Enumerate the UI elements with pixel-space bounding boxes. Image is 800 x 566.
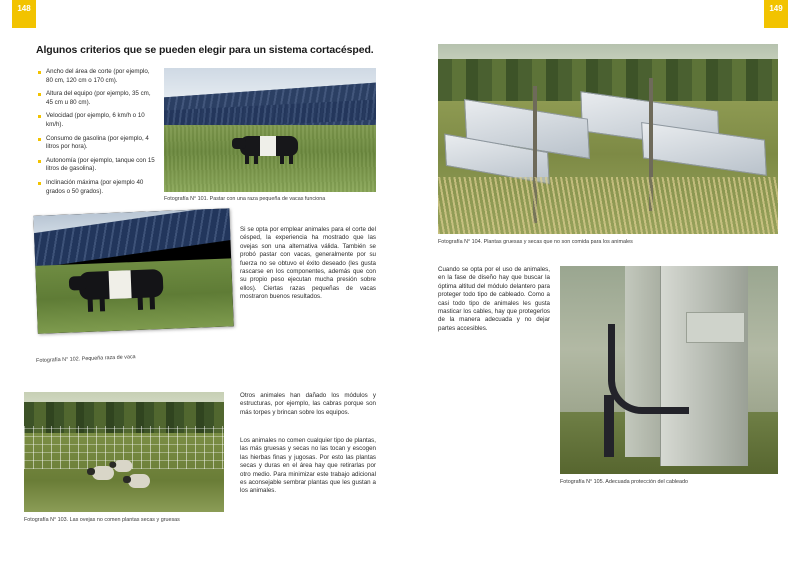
page-title: Algunos criterios que se pueden elegir para un sistema cortacésped. — [36, 44, 374, 56]
page-number-left: 148 — [17, 4, 31, 13]
photo-103-sheep-field — [24, 392, 224, 512]
list-item: Velocidad (por ejemplo, 6 km/h o 10 km/h). — [38, 112, 158, 129]
paragraph-goats-damage: Otros animales han dañado los módulos y estructuras, por ejemplo, las cabras porque son más torpes y brincan sobre los equipos. — [240, 392, 376, 416]
caption-photo-105: Fotografía N° 105. Adecuada protección del cableado — [560, 479, 689, 485]
page-gutter — [398, 0, 399, 566]
list-item: Autonomía (por ejemplo, tanque con 15 litros de gasolina). — [38, 157, 158, 174]
caption-photo-101: Fotografía N° 101. Pastar con una raza pequeña de vacas funciona — [164, 196, 326, 202]
list-item: Consumo de gasolina (por ejemplo, 4 litros por hora). — [38, 135, 158, 152]
criteria-list — [38, 68, 158, 201]
list-item: Inclinación máxima (por ejemplo 40 grados o 50 grados). — [38, 179, 158, 196]
photo-102-small-cow-breed — [33, 208, 233, 333]
photo-105-cable-protection — [560, 266, 778, 474]
list-item: Altura del equipo (por ejemplo, 35 cm, 45 cm u 80 cm). — [38, 90, 158, 107]
page-number-tab-right — [764, 0, 788, 28]
caption-photo-104: Fotografía N° 104. Plantas gruesas y secas que no son comida para los animales — [438, 239, 633, 245]
page-number-tab-left — [12, 0, 36, 28]
paragraph-animals-grazing: Si se opta por emplear animales para el corte del césped, la experiencia ha mostrado que las ovejas son una alternativa válida. También se probó pastar con vacas, generalmente por su fuerza no se obtuvo el éxito deseado (les gusta rascarse en los componentes, además que con su propio peso ejecutan mucha presión sobre ellos). Ciertas razas pequeñas de vacas mostraron buenos resultados. — [240, 226, 376, 301]
photo-102-frame — [33, 208, 238, 356]
page-number-right: 149 — [769, 4, 783, 13]
photo-101-cow-grazing — [164, 68, 376, 192]
list-item: Ancho del área de corte (por ejemplo, 80 cm, 120 cm o 170 cm). — [38, 68, 158, 85]
paragraph-cable-protection: Cuando se opta por el uso de animales, en la fase de diseño hay que buscar la óptima altitud del módulo delantero para proteger todo tipo de cableado. Como a casi todo tipo de animales les gusta masticar los cables, hay que protegerlos de la manera adecuada y no dejar partes accesibles. — [438, 266, 550, 332]
caption-photo-102: Fotografía N° 102. Pequeña raza de vaca — [36, 354, 136, 364]
paragraph-plant-selection: Los animales no comen cualquier tipo de plantas, las más gruesas y secas no las tocan y escogen las hierbas finas y jugosas. Por esto las plantas secas y duras en el área hay que retirarlas por otro medio. Para minimizar este trabajo adicional es aconsejable sembrar plantas que les gustan a los animales. — [240, 437, 376, 495]
caption-photo-103: Fotografía N° 103. Las ovejas no comen plantas secas y gruesas — [24, 517, 180, 523]
photo-104-dry-plants-panels — [438, 44, 778, 234]
